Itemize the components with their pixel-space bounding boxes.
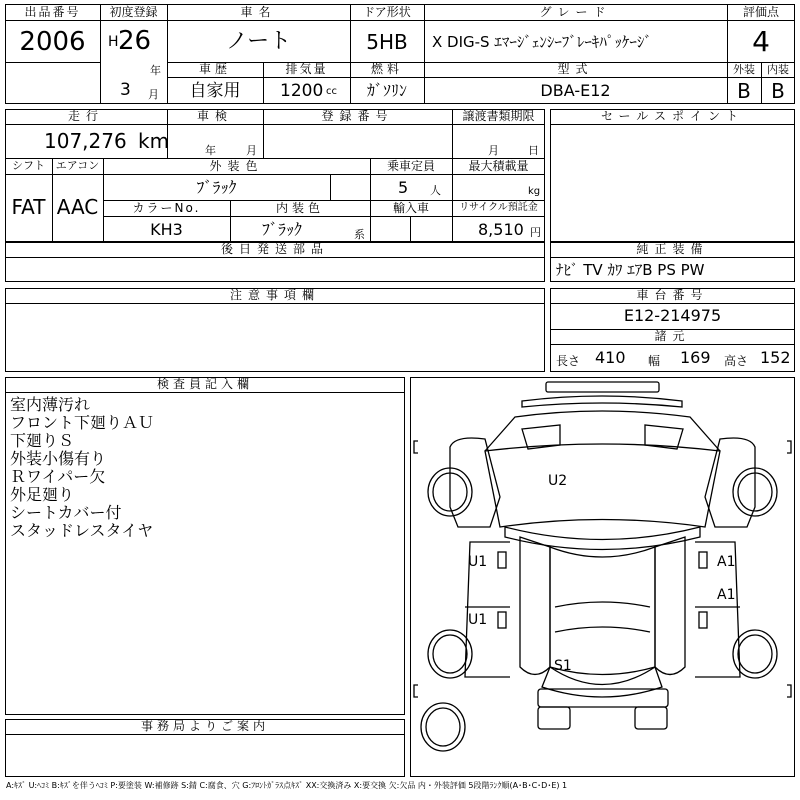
width: 169 <box>680 348 711 367</box>
ac: AAC <box>56 195 99 219</box>
displacement-label: 排気量 <box>285 62 328 76</box>
mark-u1-front: U1 <box>468 554 488 570</box>
height: 152 <box>760 348 791 367</box>
colorno: KH3 <box>150 220 183 239</box>
width-label: 幅 <box>648 354 661 368</box>
recycle-label: リサイクル預託金 <box>459 202 538 213</box>
shift-label: シフト <box>12 159 45 172</box>
office-label: 事務局よりご案内 <box>140 719 269 733</box>
note-item: スタッドレスタイヤ <box>10 521 154 540</box>
inspection-label: 車検 <box>196 109 233 123</box>
load-unit: kg <box>528 186 541 197</box>
lot-number: 2006 <box>19 27 86 57</box>
int-grade: B <box>771 79 785 103</box>
sales-point-section <box>550 109 795 242</box>
note-item: フロント下廻りＡＵ <box>10 413 155 432</box>
intcolor-unit: 系 <box>354 228 365 241</box>
sales-point-label: セールスポイント <box>601 109 744 123</box>
transfer-label: 譲渡書類期限 <box>462 109 535 123</box>
note-item: 外装小傷有り <box>10 449 107 468</box>
mark-a1-rear: A1 <box>717 587 736 603</box>
mark-a1-front: A1 <box>717 554 736 570</box>
int-label: 内装 <box>767 63 789 76</box>
inspection-month-unit: 月 <box>246 144 257 157</box>
intcolor-label: 内装色 <box>275 201 324 215</box>
caution-label: 注意事項欄 <box>229 288 320 302</box>
specs-label: 諸元 <box>654 329 691 343</box>
recycle-unit: 円 <box>530 226 541 239</box>
fuel-label: 燃料 <box>370 62 403 76</box>
legend-text: A:ｷｽﾞ U:ﾍｺﾐ B:ｷｽﾞを伴うﾍｺﾐ P:要塗装 W:補修跡 S:錆 C:腐食、穴 G:ﾌﾛﾝﾄｶﾞﾗｽ点ｷｽﾞ XX:交換済み X:要交換 欠:欠品 内・外装評価 5段階ﾗﾝｸ順(A･B･C･D･E) 1 <box>6 781 568 790</box>
height-label: 高さ <box>724 354 749 368</box>
intcolor: ﾌﾞﾗｯｸ <box>262 220 303 239</box>
model: DBA-E12 <box>540 81 611 100</box>
color-label: 外装色 <box>209 159 264 173</box>
reg-month: 3 <box>120 80 131 100</box>
door-type: 5HB <box>366 30 408 54</box>
history: 自家用 <box>189 81 241 101</box>
capacity-unit: 人 <box>430 184 441 197</box>
history-label: 車歴 <box>198 62 231 76</box>
model-label: 型式 <box>557 62 594 76</box>
equipment-label: 純正装備 <box>636 242 709 256</box>
inspector-label: 検査員記入欄 <box>156 377 253 391</box>
capacity: 5 <box>398 178 409 197</box>
equipment: ﾅﾋﾞ TV ｶﾜ ｴｱB PS PW <box>556 261 705 279</box>
note-item: 外足廻り <box>10 485 75 504</box>
capacity-label: 乗車定員 <box>386 159 435 173</box>
inspector-notes <box>10 396 154 540</box>
mark-u2: U2 <box>548 473 568 489</box>
grade: X DIG-S ｴﾏｰｼﾞｪﾝｼｰﾌﾞﾚｰｷﾊﾟｯｹｰｼﾞ <box>432 33 652 51</box>
lot-label: 出品番号 <box>24 5 81 19</box>
later-parts-label: 後日発送部品 <box>220 242 329 256</box>
note-item: シートカバー付 <box>10 503 122 522</box>
regno-label: 登録番号 <box>321 109 394 123</box>
name-label: 車名 <box>240 5 277 19</box>
ac-label: エアコン <box>55 159 100 172</box>
mileage-label: 走行 <box>67 109 104 123</box>
fuel: ｶﾞｿﾘﾝ <box>366 81 407 100</box>
shift: FAT <box>11 195 46 219</box>
chassis-label: 車台番号 <box>636 288 709 302</box>
colorno-label: カラーNo. <box>132 201 201 215</box>
year-unit: 年 <box>150 64 161 77</box>
mileage-unit: km <box>138 129 170 153</box>
inspection-year-unit: 年 <box>205 144 216 157</box>
ext-grade: B <box>737 79 751 103</box>
note-item: Ｒワイパー欠 <box>10 467 106 486</box>
length-label: 長さ <box>556 354 581 368</box>
length: 410 <box>595 348 626 367</box>
first-reg-label: 初度登録 <box>109 5 158 19</box>
load-label: 最大積載量 <box>468 159 529 173</box>
transfer-month-unit: 月 <box>488 144 499 157</box>
color: ﾌﾞﾗｯｸ <box>196 178 237 197</box>
car-diagram-drawing <box>410 377 795 777</box>
mark-u1-rear: U1 <box>468 612 488 628</box>
displacement-unit: cc <box>326 86 337 97</box>
chassis-number: E12-214975 <box>623 306 722 325</box>
mark-s1: S1 <box>554 658 572 674</box>
reg-year: 26 <box>118 26 152 56</box>
mileage: 107,276 <box>44 129 127 153</box>
grade-label: グレード <box>539 5 612 19</box>
month-unit: 月 <box>148 88 159 101</box>
transfer-day-unit: 日 <box>528 144 539 157</box>
ext-label: 外装 <box>733 63 755 76</box>
door-label: ドア形状 <box>363 5 411 19</box>
car-name: ノート <box>225 29 292 54</box>
score-label: 評価点 <box>742 5 779 19</box>
note-item: 下廻りＳ <box>10 431 75 450</box>
era: H <box>108 34 119 50</box>
score: 4 <box>752 25 770 58</box>
displacement: 1200 <box>280 81 324 101</box>
recycle: 8,510 <box>478 220 524 239</box>
import-label: 輸入車 <box>392 201 429 215</box>
note-item: 室内薄汚れ <box>10 395 91 414</box>
